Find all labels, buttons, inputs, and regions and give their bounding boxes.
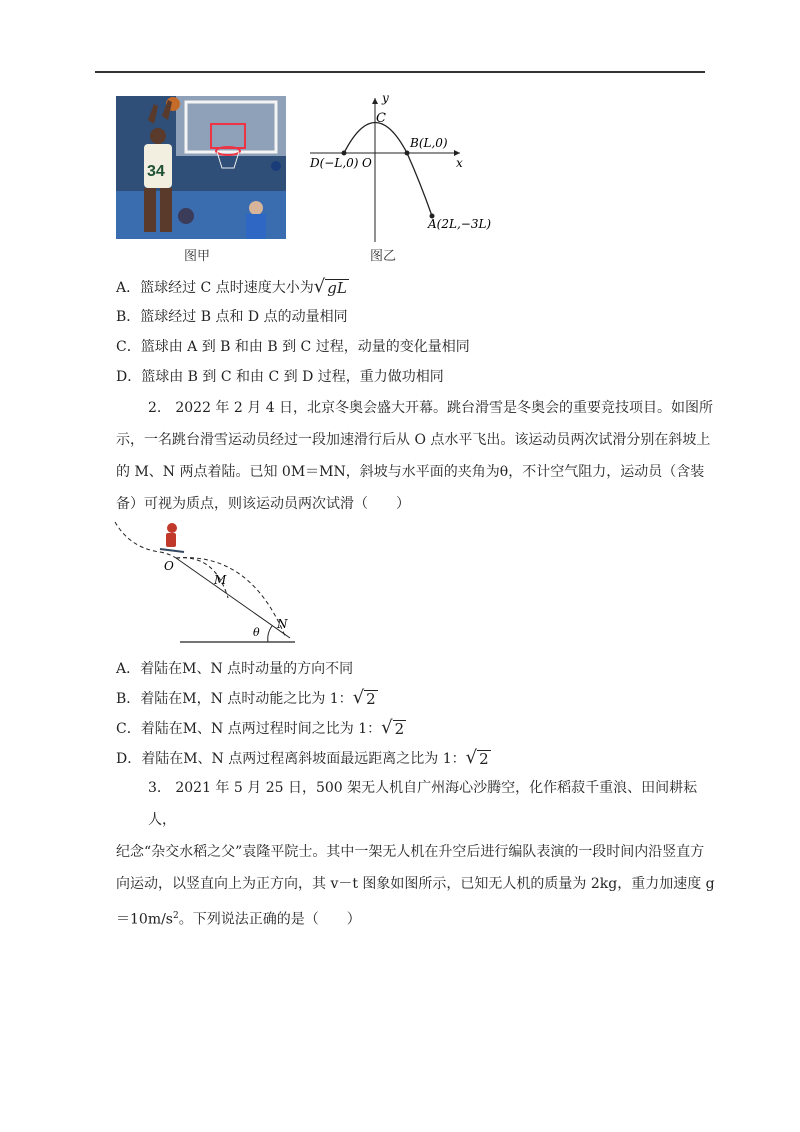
- skier-skis: [160, 549, 184, 552]
- q1-option-b: B．篮球经过 B 点和 D 点的动量相同: [116, 309, 348, 325]
- parabola-graph: [300, 92, 510, 262]
- q2-option-a: A．着陆在M、N 点时动量的方向不同: [116, 661, 354, 677]
- skier-head: [167, 523, 177, 533]
- q2-stem-first-line: 2. 2022 年 2 月 4 日，北京冬奥会盛大开幕。跳台滑雪是冬奥会的重要竞技项目。如图所: [148, 400, 714, 416]
- point-a-label: A(2L,−3L): [428, 217, 492, 231]
- label-o: O: [164, 559, 174, 573]
- angle-arc: [268, 626, 272, 642]
- figure-b-caption: 图乙: [370, 249, 397, 264]
- q2-option-d: D．着陆在M、N 点两过程离斜坡面最远距离之比为 1： √ 2: [116, 747, 489, 768]
- q1-option-d: D．篮球由 B 到 C 和由 C 到 D 过程，重力做功相同: [116, 369, 444, 385]
- q2-option-b: B．着陆在M，N 点时动能之比为 1： √ 2: [116, 687, 376, 708]
- jersey-number: 34: [147, 163, 165, 180]
- point-b: [405, 151, 410, 156]
- skier-body: [166, 533, 176, 547]
- q3-stem: [116, 772, 716, 936]
- sqrt-2: √ 2: [352, 687, 376, 708]
- q1-option-a: A．篮球经过 C 点时速度大小为 √ gL: [116, 276, 347, 297]
- figure-a-caption: 图甲: [184, 249, 211, 264]
- sqrt-2: √ 2: [465, 747, 489, 768]
- q2-stem-rest: 示，一名跳台滑雪运动员经过一段加速滑行后从 O 点水平飞出。该运动员两次试滑分别在斜坡上的 M、N 两点着陆。已知 0M＝MN，斜坡与水平面的夹角为θ，不计空气阻力，运动员（含装备）可视为质点，则该运动员两次试滑（ ）: [116, 432, 711, 512]
- label-theta: θ: [253, 626, 260, 639]
- q3-stem-rest: 纪念“杂交水稻之父”袁隆平院士。其中一架无人机在升空后进行编队表演的一段时间内沿竖直方向运动，以竖直向上为正方向，其 v－t 图象如图所示，已知无人机的质量为 2kg，重力加速度 $g=10m/s^2$。下列说法正确的是（ ）: [116, 844, 715, 928]
- point-b-label: B(L,0): [410, 136, 448, 150]
- label-m: M: [214, 573, 227, 587]
- point-d: [342, 151, 347, 156]
- q1-option-c: C．篮球由 A 到 B 和由 B 到 C 过程，动量的变化量相同: [116, 339, 470, 355]
- ski-jump-figure: [110, 518, 300, 646]
- point-c-label: C: [376, 111, 386, 126]
- q3-stem-first-line: 3. 2021 年 5 月 25 日，500 架无人机自广州海心沙腾空，化作稻菽千重浪、田间耕耘人，: [148, 780, 698, 828]
- header-rule: [95, 71, 705, 73]
- point-d-label: D(−L,0): [310, 156, 359, 170]
- q2-stem: [116, 392, 716, 520]
- sqrt-gl: √ gL: [313, 276, 347, 297]
- x-axis-label: x: [456, 156, 463, 170]
- origin-label: O: [362, 156, 372, 170]
- y-axis-label: y: [382, 92, 389, 105]
- label-n: N: [277, 617, 288, 631]
- sqrt-2: √ 2: [381, 717, 405, 738]
- basketball-photo: [116, 96, 286, 239]
- q2-option-c: C．着陆在M、N 点两过程时间之比为 1： √ 2: [116, 717, 405, 738]
